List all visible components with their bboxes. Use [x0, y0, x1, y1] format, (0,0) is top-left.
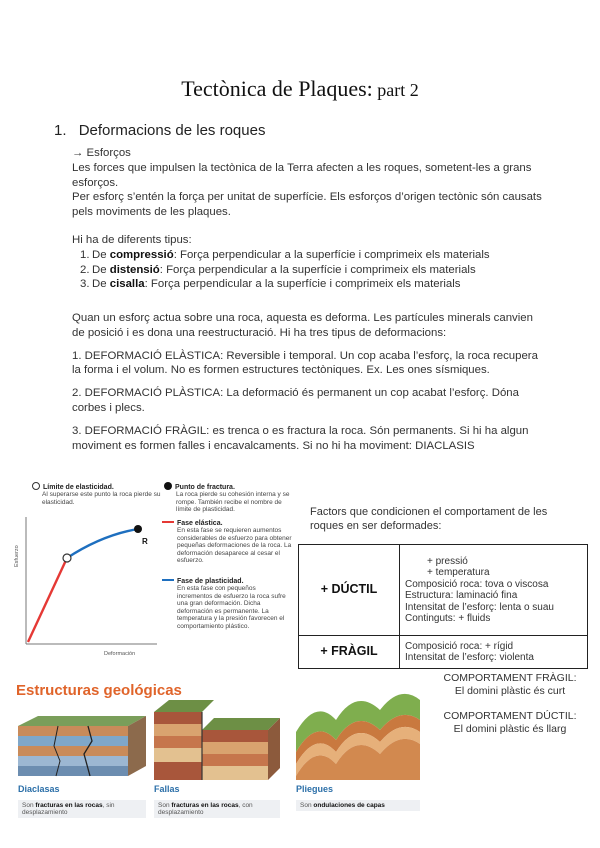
ductil-behaviour-text: El domini plàstic és llarg — [453, 723, 567, 735]
open-circle-icon — [32, 482, 40, 490]
type-desc: : Força perpendicular a la superfície i comprimeix els materials — [173, 248, 490, 261]
pliegues-caption-box — [296, 784, 420, 811]
type-term: compressió — [109, 248, 174, 261]
elastic-limit-point — [63, 554, 71, 562]
type-desc: : Força perpendicular a la superfície i comprimeix els materials — [159, 263, 476, 276]
type-term: cisalla — [109, 278, 145, 291]
types-block — [72, 233, 542, 292]
deform-elastic: 1. DEFORMACIÓ ELÀSTICA: Reversible i temporal. Un cop acaba l’esforç, la roca recupera la forma i el volum. No es formen estructures tectòniques. Ex. Les ones sísmiques. — [72, 349, 538, 377]
diaclasas-caption — [18, 800, 146, 818]
legend-title: Fase elástica. — [177, 520, 223, 527]
section-heading — [54, 122, 265, 139]
deform-plastic: 2. DEFORMACIÓ PLÀSTICA: La deformació és permanent un cop acabat l’esforç. Dóna corbes i plecs. — [72, 387, 519, 414]
legend-text: La roca pierde su cohesión interna y se rompe. También recibe el nombre de límite de plasticidad. — [176, 491, 290, 513]
pliegues-illustration — [296, 680, 420, 780]
pliegues-caption — [296, 800, 420, 811]
type-number: 2. — [80, 263, 90, 276]
legend-title: Fase de plasticidad. — [177, 578, 244, 585]
title-part: part 2 — [372, 80, 419, 100]
fragil-behaviour-title: COMPORTAMENT FRÀGIL: — [443, 672, 577, 684]
elastic-line — [28, 558, 67, 642]
esforcos-block — [72, 146, 552, 220]
types-list — [72, 248, 542, 292]
fallas-illustration — [154, 692, 280, 782]
caption-a: Son — [22, 802, 36, 809]
diaclasas-name: Diaclasas — [18, 784, 60, 794]
caption-a: Son — [158, 802, 172, 809]
legend-text: En esta fase con pequeños incrementos de esfuerzo la roca sufre una gran deformación. Dicha deformación es permanente. La temperatura y la presión favorecen el comportamiento plástico. — [177, 585, 286, 630]
esforcos-p2: Per esforç s’entén la força per unitat de superfície. Els esforços d’origen tectònic són causats pels moviments de les plaques. — [72, 191, 542, 219]
chart-xlabel: Deformación — [104, 651, 136, 657]
point-label: R — [142, 537, 148, 546]
ductil-cell — [400, 545, 588, 636]
caption-c: , sin desplazamiento — [22, 802, 115, 816]
type-pre: De — [92, 248, 110, 261]
geological-structures-figure — [16, 680, 420, 830]
blue-line-icon — [162, 579, 174, 582]
ductil-line: Intensitat de l’esforç: lenta o suau — [405, 601, 554, 613]
plastic-curve — [67, 529, 138, 558]
legend-elastic-limit — [32, 482, 162, 506]
diaclasas-caption-box — [18, 784, 146, 818]
page-title — [0, 76, 600, 102]
table-row — [299, 545, 588, 636]
deform-intro: Quan un esforç actua sobre una roca, aquesta es deforma. Les partícules minerals canvien de posició i es dona una reestructuració. Hi ha tres tipus de deformacions: — [72, 312, 533, 339]
filled-circle-icon — [164, 482, 172, 490]
fallas-name: Fallas — [154, 784, 180, 794]
section-title: Deformacions de les roques — [78, 122, 266, 139]
fracture-point — [134, 525, 142, 533]
ductil-line: Composició roca: tova o viscosa — [405, 578, 549, 590]
type-item — [72, 248, 542, 263]
caption-b: fracturas en las rocas — [171, 802, 239, 809]
caption-b: ondulaciones de capas — [313, 802, 385, 809]
type-number: 3. — [80, 278, 90, 291]
section-number: 1. — [54, 122, 67, 139]
esforcos-p1: Les forces que impulsen la tectònica de la Terra afecten a les roques, sometent-les a grans esforços. — [72, 161, 532, 189]
type-item — [72, 277, 542, 292]
ductil-line: Continguts: + fluids — [405, 613, 491, 624]
factors-title: Factors que condicionen el comportament de les roques en ser deformades: — [310, 506, 548, 532]
deformations-block — [72, 311, 542, 453]
fragil-label: + FRÀGIL — [299, 636, 400, 669]
diaclasas-illustration — [18, 716, 146, 778]
factors-table — [298, 544, 588, 669]
esforcos-title: → Esforços — [72, 147, 131, 159]
fragil-cell — [400, 636, 588, 669]
fallas-caption-box — [154, 784, 280, 818]
type-pre: De — [92, 263, 110, 276]
title-main: Tectònica de Plaques: — [181, 76, 373, 101]
ductil-behaviour-title: COMPORTAMENT DÚCTIL: — [443, 710, 577, 722]
fragil-line: Intensitat de l’esforç: violenta — [405, 652, 534, 663]
caption-a: Son — [300, 802, 314, 809]
type-desc: : Força perpendicular a la superfície i comprimeix els materials — [144, 278, 461, 291]
ductil-label: + DÚCTIL — [299, 545, 400, 636]
legend-text: Al superarse este punto la roca pierde su elasticidad. — [42, 491, 161, 506]
legend-text: En esta fase se requieren aumentos considerables de esfuerzo para obtener pequeñas deformaciones de la roca. La deformación desaparece al cesar el esfuerzo. — [177, 527, 292, 564]
table-row — [299, 636, 588, 669]
deform-fragile: 3. DEFORMACIÓ FRÀGIL: es trenca o es fractura la roca. Són permanents. Si hi ha algun moviment es formen falles i encavalcaments. Si no hi ha moviment: DIACLASIS — [72, 424, 529, 452]
ductil-bullet: + pressió — [427, 555, 468, 567]
behaviour-notes — [425, 672, 595, 736]
legend-title: Punto de fractura. — [175, 484, 235, 491]
chart-ylabel: Esfuerzo — [14, 545, 20, 567]
type-item — [72, 263, 542, 278]
caption-b: fracturas en las rocas — [35, 802, 103, 809]
type-pre: De — [92, 278, 110, 291]
fragil-behaviour-text: El domini plàstic és curt — [454, 685, 566, 697]
red-line-icon — [162, 521, 174, 524]
caption-c: , con desplazamiento — [158, 802, 253, 816]
pliegues-name: Pliegues — [296, 784, 334, 794]
stress-strain-figure — [12, 482, 294, 662]
types-intro: Hi ha de diferents tipus: — [72, 234, 192, 246]
ductil-line: Estructura: laminació fina — [405, 590, 518, 601]
type-number: 1. — [80, 248, 90, 261]
legend-elastic-phase — [162, 520, 292, 565]
type-term: distensió — [109, 263, 160, 276]
legend-fracture-point — [164, 482, 292, 514]
stress-strain-chart — [12, 482, 162, 662]
legend-plastic-phase — [162, 578, 292, 630]
legend-title: Límite de elasticidad. — [43, 484, 114, 491]
fragil-line: Composició roca: + rígid — [405, 640, 514, 652]
fallas-caption — [154, 800, 280, 818]
ductil-bullet: + temperatura — [427, 567, 490, 578]
structures-title: Estructuras geológicas — [16, 682, 182, 699]
